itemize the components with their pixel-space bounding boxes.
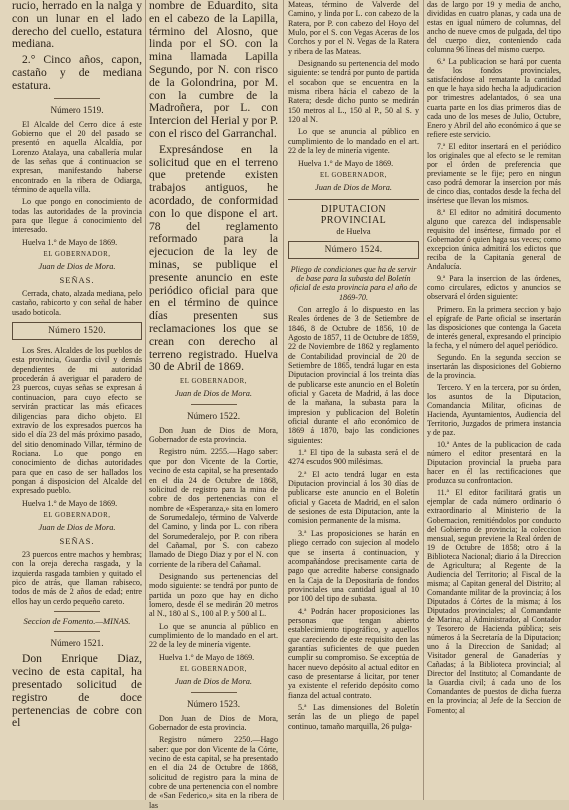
text-paragraph: Lo que se anuncia al público en cumplimiento de lo mandado en el art. 22 de la ley de minería vigente.	[288, 127, 419, 156]
text-paragraph: 1.ª El tipo de la subasta será el de 4274 escudos 900 milésimas.	[288, 448, 419, 467]
section-heading: Seccion de Fomento.—MINAS.	[23, 616, 131, 627]
text-paragraph: 4.ª Podrán hacer proposiciones las personas que tengan abierto establecimiento tipográfico, y aquellos que careciendo de este requisito den las garantías suficientes de que pueden cumplir su compromiso. Se exceptúa de hacer nuevo depósito al actual editor en caso de presentarse á licitar, por tener ya existente el referido depósito como fianza del actual contrato.	[288, 606, 419, 700]
text-paragraph: Don Enrique Diaz, vecino de esta capital, ha presentado solicitud de registro de doce pertenencias de cobre con el	[12, 652, 142, 730]
text-paragraph: Designando su pertenencia del modo siguiente: se tendrá por punto de partida el socabon que se encuentra en la misma ribera hácia el cabezo de la Ratera; desde dicho punto se medirán 150 metros al L., 150 al P., 50 al S. y 120 al N.	[288, 59, 419, 125]
text-paragraph: 11.ª El editor facilitará gratis un ejemplar de cada número ordinario ó extraordinario al Ministerio de la Gobernacion, remitiéndolos por conducto del Gobierno de provincia; la coleccion mensual, segun previene la Real órden de 19 de Octubre de 1858; otro á la Biblioteca Nacional; diario á la Direccion de Agricultura; al Regente de la Audiencia del Territorio; al Fiscal de la misma; al Capitan general del Distrito; al Comandante militar de la provincia; á los Diputados á Córtes de la misma; á los Diputados provinciales; al Comandante de Marina; al Administrador, al Contador y Tesorero de Hacienda pública; seis números á la Secretaría de la Diputacion; uno á la Direccion de Sanidad; al Visitador general de Ganaderías y Cañadas; á la Biblioteca provincial; al Director del Instituto; al Comandante de la Guardia civil; á cada uno de los Comandantes de puestos de dicha fuerza en la provincia; al Jefe de la Seccion de Fomento; al	[427, 488, 561, 715]
signer-name: Juan de Dios de Mora.	[175, 389, 252, 399]
signer-title: EL GOBERNADOR,	[319, 171, 388, 179]
text-paragraph: Cerrada, chato, alzada mediana, pelo castaño, rabicorto y con señal de haber usado boticola.	[12, 289, 142, 317]
text-paragraph: das de largo por 19 y media de ancho, divididas en cuatro planas, y cada una de estas en igual número de columnas, del ancho de nueve cmos de pulgada, del tipo del cuerpo diez, conteniendo cada columna 96 líneas del mismo cuerpo.	[427, 0, 561, 55]
text-paragraph: nombre de Eduardito, sita en el cabezo de la Lapilla, término del Alosno, que linda por el SO. con la mina llamada Lapilla Segundo, por N. con risco de la Golondrina, por M. con la cumbre de la Madroñera, por L. con Intercion del Herial y por P. con el risco del Garranchal.	[149, 0, 278, 140]
text-paragraph: Designando sus pertenencias del modo siguiente: se tendrá por punto de partida un pozo que hay en dicho lomero, desde él se medirán 20 metros al N., 180 al S., 100 al P. y 500 al L.	[149, 571, 278, 619]
text-paragraph: 10.ª Antes de la publicacion de cada número el editor presentará en la Diputacion provincial la prueba para hacer en él las rectificaciones que produzca su confrontacion.	[427, 440, 561, 486]
text-paragraph: El Alcalde del Cerro dice á este Gobierno que el 20 del pasado se presentó en aquella Alcaldía, por Lorenzo Atalaya, una caballería mular de las señas que á continuacion se expresan, manifestando haberse encontrado en la ribera de Odiarga, término de aquella villa.	[12, 119, 142, 194]
text-paragraph: Mateas, término de Valverde del Camino, y linda por L. con cabezo de la Ratera, por P. con cabezo del Hoyo del Mulo, por el S. con Vegas Aceras de los Corchos y por el N. Vegas de la Ratera y ribera de las Mateas.	[288, 0, 419, 56]
notice-number: Número 1522.	[186, 410, 241, 421]
text-paragraph: 3.ª Las proposiciones se harán en pliego cerrado con sujecion al modelo que se inserta á continuacion, y acompañándose precisamente carta de pago que acredite haberse consignado en la Caja de la Depositaría de fondos provinciales una cantidad igual al 10 por 100 del tipo de subasta.	[288, 528, 419, 604]
text-paragraph: Lo que pongo en conocimiento de todas las autoridades de la provincia para que llegue á conocimiento del interesado.	[12, 197, 142, 235]
text-paragraph: Segundo. En la segunda seccion se insertarán las disposiciones del Gobierno de la provincia.	[427, 352, 561, 380]
separator	[54, 98, 100, 99]
notice-number: Número 1520.	[12, 322, 142, 340]
column-2	[149, 0, 278, 810]
column-3	[288, 0, 419, 800]
text-paragraph: Registro núm. 2255.—Hago saber: que por don Vicente de la Cortie, vecino de esta capital, se ha presentado en el dia 24 de Octubre de 1868, solicitud de registro para la mina de cobre de dos pertenencias con el nombre de «Esperanza,» sita en lomero de Sorumedalejo, término de Valverde del Camino, y linda por L. con ribera del Sorumederalejo, por P. con ribera del Cañamal, por S. con cabezo llamado de Diego Diaz y por el N. con corriente de la ribera del Cañamal.	[149, 447, 278, 569]
text-paragraph: Tercero. Y en la tercera, por su órden, los asuntos de la Diputacion, Comandancia Militar, oficinas de Hacienda, Ayuntamientos, Audiencia del Territorio, Juzgados de primera instancia y de paz.	[427, 382, 561, 438]
notice-date: Huelva 1.° de Mayo de 1869.	[22, 498, 118, 508]
text-paragraph: 2.ª El acto tendrá lugar en esta Diputacion provincial á los 30 días de publicarse este anuncio en el Boletín oficial y Gaceta de Madrid, en el salon de sesiones de esta Diputacion, ante la comision permanente de la misma.	[288, 469, 419, 526]
signer-name: Juan de Dios de Mora.	[38, 523, 116, 533]
section-subtitle: de Huelva	[336, 226, 371, 236]
separator	[54, 611, 100, 612]
senas-heading: SEÑAS.	[59, 535, 95, 546]
notice-date: Huelva 1.° de Mayo de 1869.	[159, 652, 255, 662]
signer-title: EL GOBERNADOR,	[43, 251, 111, 259]
column-rule	[423, 0, 424, 800]
signer-name: Juan de Dios de Mora.	[38, 262, 116, 272]
senas-heading: SEÑAS.	[59, 274, 95, 285]
text-paragraph: Los Sres. Alcaldes de los pueblos de esta provincia, Guardia civil y demás dependientes de mi autoridad procederán á averiguar el paradero de 23 puercos, cuyas señas se expresan á continuacion, para cuyo efecto se servirán practicar las más eficaces diligencias para dicho objeto. El extravío de los expresados puercos ha sido el día 23 del más próximo pasado, del sitio denominado Villar, término de Rociana. Lo que pongo en conocimiento de dichas autoridades para que en caso de ser hallados los pongan á disposicion del Alcalde del expresado pueblo.	[12, 346, 142, 496]
signer-name: Juan de Dios de Mora.	[315, 183, 392, 193]
text-paragraph: Expresándose en la solicitud que en el terreno que pretende existen trabajos antiguos, he acordado, de conformidad con lo que dispone el art. 78 del reglamento reformado para la ejecucion de la ley de minas, se publique el presente anuncio en este periódico oficial para que en el término de quince días presenten sus reclamaciones los que se crean con derecho al terreno registrado. Huelva 30 de Abril de 1869.	[149, 142, 278, 374]
column-1	[12, 0, 142, 800]
notice-number: Número 1521.	[50, 638, 104, 649]
text-paragraph: Don Juan de Dios de Mora, Gobernador de esta provincia.	[149, 713, 278, 733]
notice-number: Número 1519.	[50, 104, 104, 115]
text-paragraph: 5.ª Las dimensiones del Boletín serán las de un pliego de papel continuo, tamaño marquilla, 26 pulga-	[288, 703, 419, 731]
signer-title: EL GOBERNADOR,	[179, 378, 248, 386]
notice-date: Huelva 1.° de Mayo de 1869.	[22, 237, 118, 247]
section-title: DIPUTACION PROVINCIAL	[288, 199, 419, 226]
signer-title: EL GOBERNADOR,	[179, 666, 248, 674]
column-rule	[145, 0, 146, 800]
text-paragraph: 6.ª La publicacion se hará por cuenta de los fondos provinciales, satisfaciéndose al rematante la cantidad en que le haya sido hecha la adjudicacion por trimestres adelantados, ó sea una cuarta parte en los dias primeros dias de cada uno de los meses de Julio, Octubre, Enero y Abril del año económico á que se refiere este servicio.	[427, 57, 561, 139]
separator	[191, 692, 237, 693]
notice-subtitle: Pliego de condiciones que ha de servir de base para la subasta del Boletín oficial de esta provincia para el año de 1869-70.	[289, 264, 418, 302]
notice-number: Número 1524.	[288, 241, 419, 259]
text-paragraph: 2.° Cinco años, capon, castaño y de mediana estatura.	[12, 53, 142, 92]
text-paragraph: 23 puercos entre machos y hembras; con la oreja derecha rasgada, y la izquierda rasgada tambien y quitado el pico de atrás, que llaman rabiseco, todos de más de 2 años de edad; entre ellos hay un cerdo pequeño careto.	[12, 549, 142, 606]
text-paragraph: Lo que se anuncia al público en cumplimiento de lo mandado en el art. 22 de la ley de minería vigente.	[149, 621, 278, 650]
text-paragraph: rucio, herrado en la nalga y con un lunar en el lado derecho del cuello, estatura mediana.	[12, 0, 142, 51]
notice-date: Huelva 1.° de Mayo de 1869.	[298, 158, 394, 168]
notice-number: Número 1523.	[186, 698, 241, 709]
text-paragraph: Primero. En la primera seccion y bajo el epígrafe de Parte oficial se insertarán las disposiciones que contenga la Gaceta de interés general, expresando el principio la fecha, y el número del aquel periódico.	[427, 304, 561, 350]
text-paragraph: 9.ª Para la insercion de las órdenes, como circulares, edictos y anuncios se observará el órden siguiente:	[427, 274, 561, 302]
text-paragraph: Don Juan de Dios de Mora, Gobernador de esta provincia.	[149, 425, 278, 445]
separator	[191, 404, 237, 405]
text-paragraph: 8.ª El editor no admitirá documento alguno que carezca del indispensable requisito del insértese, firmado por el Gobernador ó quien haga sus veces; como excepcion única admitirá los edictos que reciba de la Capitanía general de Andalucía.	[427, 208, 561, 272]
text-paragraph: 7.ª El editor insertará en el periódico los originales que al efecto se le remitan por el órden de preferencia que previamente se le fije; pero en ningun caso podrá demorar la insercion por más de cinco dias, contados desde la fecha del insértese que llevan los mismos.	[427, 141, 561, 205]
text-paragraph: Registro número 2250.—Hago saber: que por don Vicente de la Córte, vecino de esta capital, se ha presentado en el dia 24 de Octubre de 1868, solicitud de registro para la mina de cobre de una pertenencia con el nombre de «San Federico,» sita en la ribera de las	[149, 735, 278, 810]
column-4	[427, 0, 561, 800]
separator	[54, 631, 100, 632]
signer-name: Juan de Dios de Mora.	[175, 677, 252, 687]
signer-title: EL GOBERNADOR,	[43, 511, 111, 519]
column-rule	[283, 0, 284, 800]
text-paragraph: Con arreglo á lo dispuesto en las Reales órdenes de 3 de Setiembre de 1846, 8 de Octubre de 1856, 10 de Agosto de 1857, 11 de Octubre de 1859, 22 de Noviembre de 1862 y reglamento de Contabilidad provincial de 20 de Setiembre de 1865, tendrá lugar en esta Diputacion provincial á los treinta días de publicarse este anuncio en el Boletín oficial y Gaceta de Madrid, á las doce de la mañana, la subasta para la impresion y publicacion del Boletín oficial durante el año económico de 1869 á 1870, bajo las condiciones siguientes:	[288, 304, 419, 445]
